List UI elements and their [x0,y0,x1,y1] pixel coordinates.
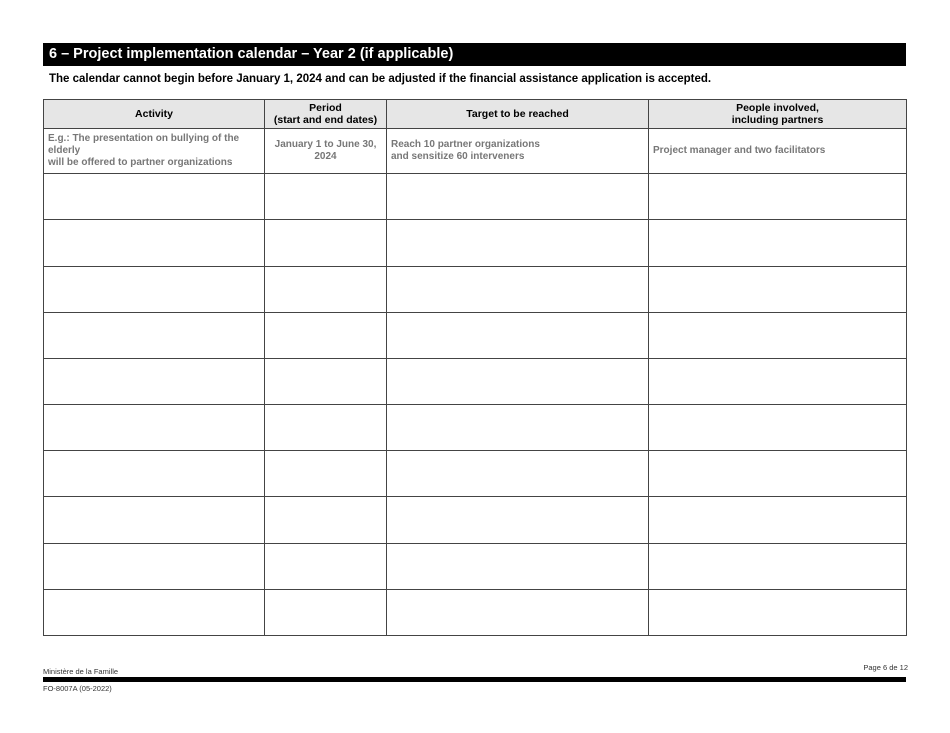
people-cell[interactable] [649,358,907,404]
people-cell[interactable] [649,589,907,635]
intro-text: The calendar cannot begin before January 1, 2024 and can be adjusted if the financial assistance application is accepted. [49,73,712,85]
activity-cell[interactable] [44,543,265,589]
table-row [44,358,907,404]
header-period: Period (start and end dates) [265,100,387,129]
period-cell[interactable] [265,497,387,543]
activity-cell[interactable] [44,405,265,451]
table-row [44,312,907,358]
example-period: January 1 to June 30, 2024 [265,129,387,174]
table-row [44,266,907,312]
period-cell[interactable] [265,543,387,589]
activity-cell[interactable] [44,220,265,266]
target-cell[interactable] [387,451,649,497]
period-cell[interactable] [265,358,387,404]
header-activity: Activity [44,100,265,129]
example-people: Project manager and two facilitators [649,129,907,174]
activity-cell[interactable] [44,358,265,404]
table-row [44,589,907,635]
target-cell[interactable] [387,220,649,266]
activity-cell[interactable] [44,451,265,497]
activity-cell[interactable] [44,589,265,635]
activity-cell[interactable] [44,266,265,312]
footer-page-number: Page 6 de 12 [863,663,908,672]
period-cell[interactable] [265,589,387,635]
period-cell[interactable] [265,174,387,220]
people-cell[interactable] [649,543,907,589]
target-cell[interactable] [387,312,649,358]
table-row [44,220,907,266]
table-row [44,543,907,589]
activity-cell[interactable] [44,174,265,220]
target-cell[interactable] [387,266,649,312]
example-row [44,129,907,174]
target-cell[interactable] [387,543,649,589]
people-cell[interactable] [649,220,907,266]
table-header-row [44,100,907,129]
target-cell[interactable] [387,405,649,451]
people-cell[interactable] [649,174,907,220]
footer-form-code: FO-8007A (05-2022) [43,684,112,693]
people-cell[interactable] [649,451,907,497]
footer-divider [43,677,906,682]
table-row [44,497,907,543]
target-cell[interactable] [387,174,649,220]
people-cell[interactable] [649,266,907,312]
period-cell[interactable] [265,266,387,312]
people-cell[interactable] [649,497,907,543]
table-row [44,451,907,497]
activity-cell[interactable] [44,312,265,358]
people-cell[interactable] [649,312,907,358]
period-cell[interactable] [265,220,387,266]
header-people: People involved, including partners [649,100,907,129]
example-target: Reach 10 partner organizations and sensitize 60 interveners [387,129,649,174]
header-target: Target to be reached [387,100,649,129]
target-cell[interactable] [387,589,649,635]
table-row [44,405,907,451]
example-activity: E.g.: The presentation on bullying of the elderly will be offered to partner organizations [44,129,265,174]
footer-ministry: Ministère de la Famille [43,667,119,676]
people-cell[interactable] [649,405,907,451]
section-title: 6 – Project implementation calendar – Year 2 (if applicable) [43,43,906,66]
target-cell[interactable] [387,497,649,543]
period-cell[interactable] [265,312,387,358]
target-cell[interactable] [387,358,649,404]
table-row [44,174,907,220]
implementation-calendar-table [43,99,907,636]
period-cell[interactable] [265,451,387,497]
period-cell[interactable] [265,405,387,451]
activity-cell[interactable] [44,497,265,543]
